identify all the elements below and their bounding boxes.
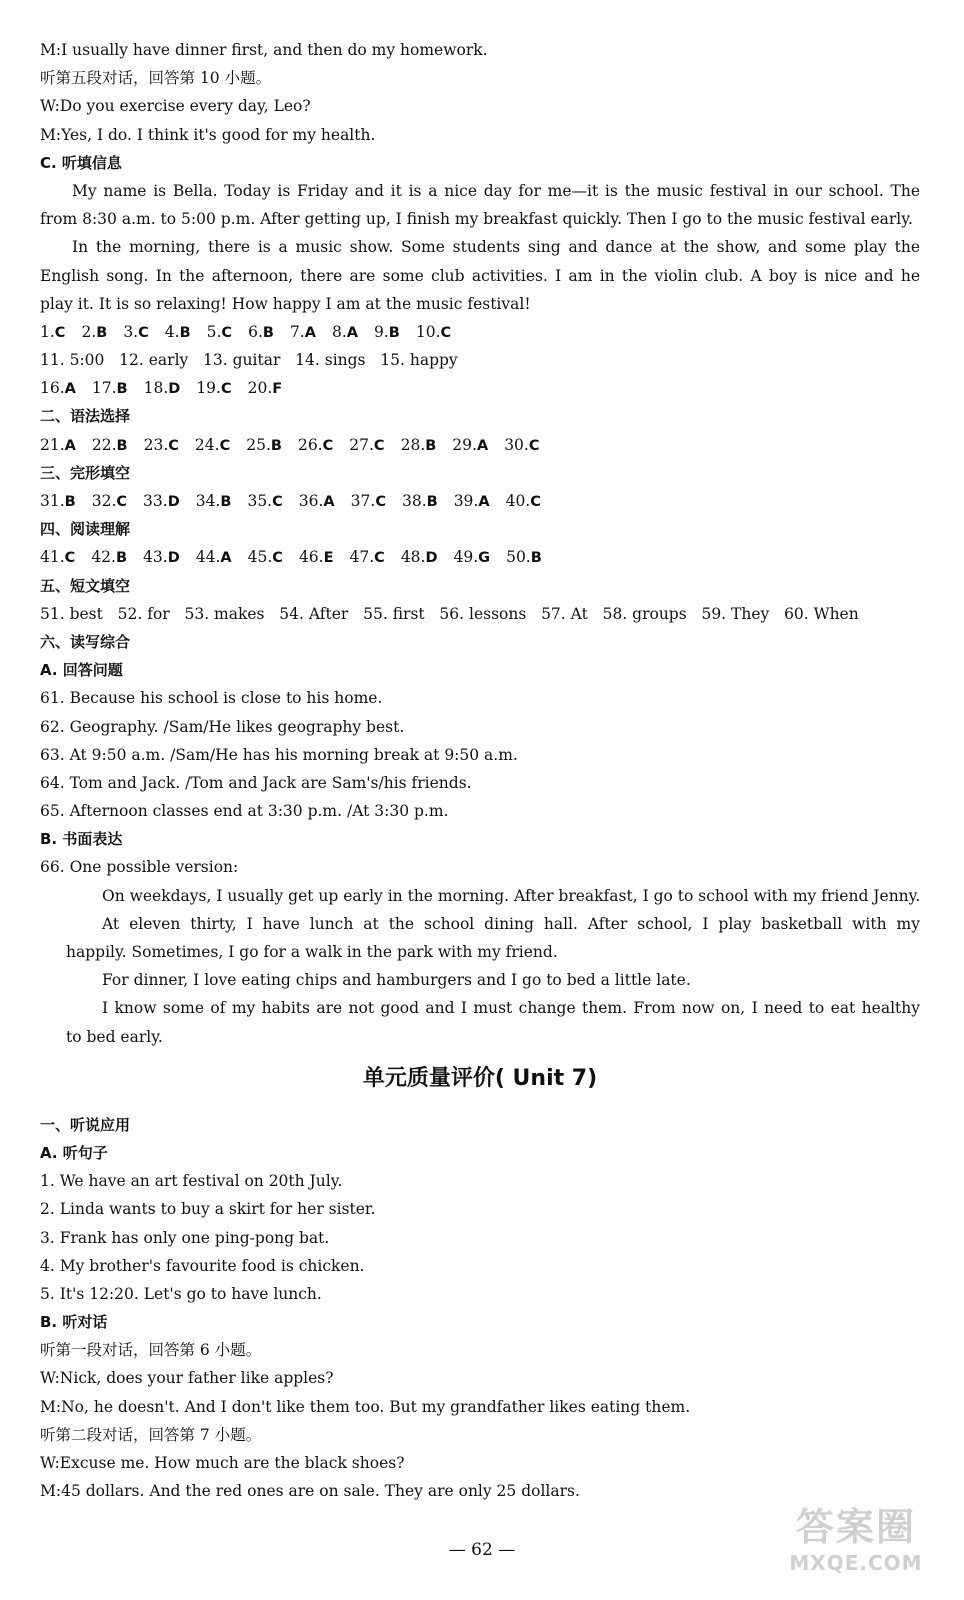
answer-item <box>196 487 232 515</box>
answer-letter: A <box>64 437 76 454</box>
dialogue-line: W:Do you exercise every day, Leo? <box>40 97 311 116</box>
question-number: 3. <box>123 322 139 341</box>
sub-b-heading: B. 书面表达 <box>40 830 123 849</box>
answer-item <box>40 431 76 459</box>
answer-row-4 <box>40 431 920 459</box>
answer-letter: E <box>323 550 334 567</box>
answer-letter: C <box>116 494 128 510</box>
answer-item <box>248 543 283 571</box>
answer-item <box>92 487 127 515</box>
answer-letter: A <box>478 494 490 510</box>
answer-letter: B <box>64 494 76 510</box>
question-number: 17. <box>91 379 117 398</box>
question-number: 43. <box>143 548 168 567</box>
answer-letter: D <box>167 550 180 567</box>
sentence-line: 2. Linda wants to buy a skirt for her sister. <box>40 1200 376 1219</box>
answer-item <box>248 318 274 346</box>
answer-item <box>454 487 490 515</box>
question-number: 8. <box>331 322 347 341</box>
answer-item <box>402 487 438 515</box>
answer-row-1 <box>40 318 920 346</box>
answer-item <box>416 318 451 346</box>
answer-item <box>452 431 488 459</box>
answer-letter: C <box>373 437 385 454</box>
answer-letter: C <box>220 381 232 398</box>
question-number: 26. <box>297 435 323 454</box>
sub-a-heading: A. 听句子 <box>40 1143 108 1162</box>
essay-line: I know some of my habits are not good and I must change them. From now on, I need to eat healthy <box>102 999 920 1018</box>
reading-heading: 四、阅读理解 <box>40 520 131 539</box>
answer-row-6 <box>40 543 920 571</box>
dialogue-line: W:Excuse me. How much are the black shoes? <box>40 1454 405 1472</box>
question-number: 41. <box>40 548 65 567</box>
answer-letter: C <box>374 550 385 567</box>
question-number: 19. <box>196 379 221 398</box>
answer-item <box>81 318 107 346</box>
sub-a-heading: A. 回答问题 <box>40 661 123 680</box>
question-number: 22. <box>91 435 117 454</box>
answer-item <box>506 543 542 571</box>
question-number: 21. <box>40 435 65 454</box>
answer-letter: D <box>425 550 438 567</box>
answer-letter: B <box>388 324 400 341</box>
essay-line: happily. Sometimes, I go for a walk in the park with my friend. <box>66 943 558 961</box>
answer-63: 63. At 9:50 a.m. /Sam/He has his morning break at 9:50 a.m. <box>40 745 518 764</box>
dialogue-line: M:Yes, I do. I think it's good for my health. <box>40 125 376 144</box>
answer-letter: A <box>304 324 316 341</box>
answer-item <box>454 543 491 571</box>
question-number: 10. <box>415 322 441 341</box>
grammar-heading: 二、语法选择 <box>40 407 131 426</box>
question-number: 46. <box>298 548 324 567</box>
question-number: 39. <box>453 492 479 510</box>
answer-item <box>332 318 358 346</box>
answer-letter: B <box>116 437 128 454</box>
question-number: 23. <box>143 435 169 454</box>
question-number: 1. <box>40 322 55 341</box>
question-number: 20. <box>247 379 273 398</box>
question-number: 34. <box>195 492 221 510</box>
listening-heading: 一、听说应用 <box>40 1115 131 1134</box>
answer-letter: A <box>323 494 335 510</box>
answer-item <box>144 374 181 402</box>
question-number: 29. <box>452 435 477 454</box>
passage-line: My name is Bella. Today is Friday and it is a nice day for me—it is the music festival in our school. The <box>72 181 920 200</box>
answer-62: 62. Geography. /Sam/He likes geography best. <box>40 717 405 736</box>
essay-line: On weekdays, I usually get up early in the morning. After breakfast, I go to school with my friend Jenny. <box>102 886 920 905</box>
answer-letter: C <box>221 324 233 341</box>
answer-item <box>40 374 76 402</box>
answer-item <box>374 318 400 346</box>
answer-item <box>40 318 65 346</box>
answer-item <box>290 318 316 346</box>
essay-line: For dinner, I love eating chips and hamburgers and I go to bed a little late. <box>102 971 691 990</box>
answer-letter: C <box>54 324 66 341</box>
question-number: 42. <box>91 548 116 567</box>
section-six-heading: 六、读写综合 <box>40 632 131 651</box>
passage-line: play it. It is so relaxing! How happy I am at the music festival! <box>40 294 531 313</box>
answer-item <box>91 543 127 571</box>
question-number: 4. <box>164 322 180 341</box>
answer-item <box>40 543 75 571</box>
question-number: 18. <box>143 379 169 398</box>
answer-item <box>92 431 128 459</box>
question-number: 28. <box>400 435 426 454</box>
sentence-line: 4. My brother's favourite food is chicken. <box>40 1256 365 1275</box>
passage-line: In the morning, there is a music show. Some students sing and dance at the show, and some play the <box>72 238 920 257</box>
answer-letter: B <box>530 550 542 567</box>
page-content <box>40 36 920 1505</box>
question-number: 27. <box>349 435 374 454</box>
answer-letter: A <box>220 550 232 567</box>
essay-line: to bed early. <box>66 1027 163 1046</box>
answer-letter: C <box>138 324 149 341</box>
sentence-line: 3. Frank has only one ping-pong bat. <box>40 1228 330 1247</box>
answer-letter: C <box>375 494 386 510</box>
question-number: 7. <box>289 322 305 341</box>
question-number: 48. <box>400 548 426 567</box>
question-number: 2. <box>81 322 97 341</box>
answer-item <box>401 543 438 571</box>
answer-letter: B <box>270 437 282 454</box>
watermark-url: MXQE.COM <box>789 1551 923 1575</box>
answer-item <box>248 374 283 402</box>
answer-item <box>350 543 385 571</box>
answer-letter: B <box>262 324 274 341</box>
unit-title: 单元质量评价( Unit 7) <box>362 1065 598 1091</box>
sub-b-heading: B. 听对话 <box>40 1313 108 1332</box>
answer-letter: D <box>167 494 180 510</box>
answer-row-3 <box>40 374 920 402</box>
dialogue-line: M:45 dollars. And the red ones are on sale. They are only 25 dollars. <box>40 1482 580 1501</box>
answer-item <box>504 431 539 459</box>
answer-letter: C <box>272 550 283 567</box>
passage-line: from 8:30 a.m. to 5:00 p.m. After getting up, I finish my breakfast quickly. Then I go to the music festival early. <box>40 210 913 229</box>
dialogue-line: M:No, he doesn't. And I don't like them too. But my grandfather likes eating them. <box>40 1397 691 1416</box>
question-number: 44. <box>195 548 221 567</box>
question-number: 37. <box>350 492 376 510</box>
answer-row-5 <box>40 487 920 515</box>
question-number: 35. <box>247 492 273 510</box>
answer-item <box>40 487 76 515</box>
answer-letter: B <box>96 324 108 341</box>
answer-letter: A <box>346 324 358 341</box>
question-number: 6. <box>248 322 263 341</box>
question-number: 16. <box>40 379 65 398</box>
fill-blank-heading: 五、短文填空 <box>40 576 131 595</box>
instruction-line: 听第五段对话，回答第 10 小题。 <box>40 69 272 88</box>
answer-item <box>92 374 128 402</box>
watermark-logo <box>756 1504 956 1594</box>
question-number: 47. <box>349 548 375 567</box>
instruction-line: 听第一段对话，回答第 6 小题。 <box>40 1341 262 1360</box>
answer-letter: A <box>476 437 489 454</box>
answer-item <box>298 431 333 459</box>
sentence-line: 1. We have an art festival on 20th July. <box>40 1172 343 1191</box>
answer-letter: C <box>219 437 231 454</box>
answer-letter: B <box>425 437 437 454</box>
dialogue-line: W:Nick, does your father like apples? <box>40 1369 334 1388</box>
question-number: 50. <box>506 548 531 567</box>
answer-item <box>299 543 334 571</box>
question-number: 25. <box>246 435 271 454</box>
answer-item <box>299 487 335 515</box>
answer-letter: D <box>168 381 181 398</box>
answer-item <box>351 487 386 515</box>
answer-item <box>207 318 232 346</box>
answer-letter: C <box>168 437 179 454</box>
answer-letter: C <box>272 494 283 510</box>
essay-line: At eleven thirty, I have lunch at the school dining hall. After school, I play basketball with my <box>102 914 920 933</box>
cloze-heading: 三、完形填空 <box>40 463 131 482</box>
answer-row-2: 11. 5:00 12. early 13. guitar 14. sings 15. happy <box>40 351 458 370</box>
answer-letter: F <box>272 381 283 398</box>
answer-61: 61. Because his school is close to his home. <box>40 689 383 708</box>
answer-item <box>143 543 180 571</box>
answer-row-7: 51. best 52. for 53. makes 54. After 55. first 56. lessons 57. At 58. groups 59. They 60. When <box>40 604 859 623</box>
answer-item <box>246 431 282 459</box>
answer-item <box>165 318 191 346</box>
answer-item <box>143 487 180 515</box>
answer-66: 66. One possible version: <box>40 858 239 877</box>
answer-letter: C <box>64 550 76 567</box>
answer-letter: B <box>426 494 438 510</box>
question-number: 30. <box>504 435 529 454</box>
answer-item <box>506 487 541 515</box>
question-number: 9. <box>374 322 389 341</box>
question-number: 49. <box>453 548 479 567</box>
answer-item <box>247 487 282 515</box>
question-number: 38. <box>401 492 427 510</box>
answer-item <box>401 431 437 459</box>
answer-65: 65. Afternoon classes end at 3:30 p.m. /At 3:30 p.m. <box>40 802 449 821</box>
answer-letter: C <box>322 437 334 454</box>
answer-item <box>196 374 231 402</box>
page-number: — 62 — <box>448 1540 516 1560</box>
answer-item <box>196 543 232 571</box>
answer-item <box>144 431 179 459</box>
answer-item <box>195 431 230 459</box>
watermark-text: 答案圈 <box>795 1505 916 1549</box>
answer-letter: G <box>478 550 491 567</box>
answer-letter: C <box>530 494 541 510</box>
answer-item <box>123 318 148 346</box>
dialogue-line: M:I usually have dinner first, and then do my homework. <box>40 41 488 59</box>
question-number: 40. <box>505 492 531 510</box>
answer-letter: B <box>220 494 232 510</box>
answer-letter: B <box>179 324 191 341</box>
answer-letter: B <box>115 550 128 567</box>
answer-item <box>349 431 384 459</box>
question-number: 24. <box>194 435 220 454</box>
question-number: 33. <box>143 492 168 510</box>
question-number: 31. <box>40 492 65 510</box>
passage-line: English song. In the afternoon, there are some club activities. I am in the violin club. A boy is nice and he <box>40 266 920 285</box>
section-c-heading: C. 听填信息 <box>40 153 122 172</box>
question-number: 36. <box>298 492 324 510</box>
question-number: 5. <box>206 322 222 341</box>
answer-letter: A <box>64 381 76 398</box>
instruction-line: 听第二段对话，回答第 7 小题。 <box>40 1425 262 1444</box>
answer-letter: C <box>440 324 452 341</box>
question-number: 32. <box>91 492 117 510</box>
answer-letter: B <box>116 381 128 398</box>
answer-64: 64. Tom and Jack. /Tom and Jack are Sam's/his friends. <box>40 773 472 792</box>
sentence-line: 5. It's 12:20. Let's go to have lunch. <box>40 1284 322 1303</box>
answer-letter: C <box>528 437 540 454</box>
question-number: 45. <box>247 548 273 567</box>
